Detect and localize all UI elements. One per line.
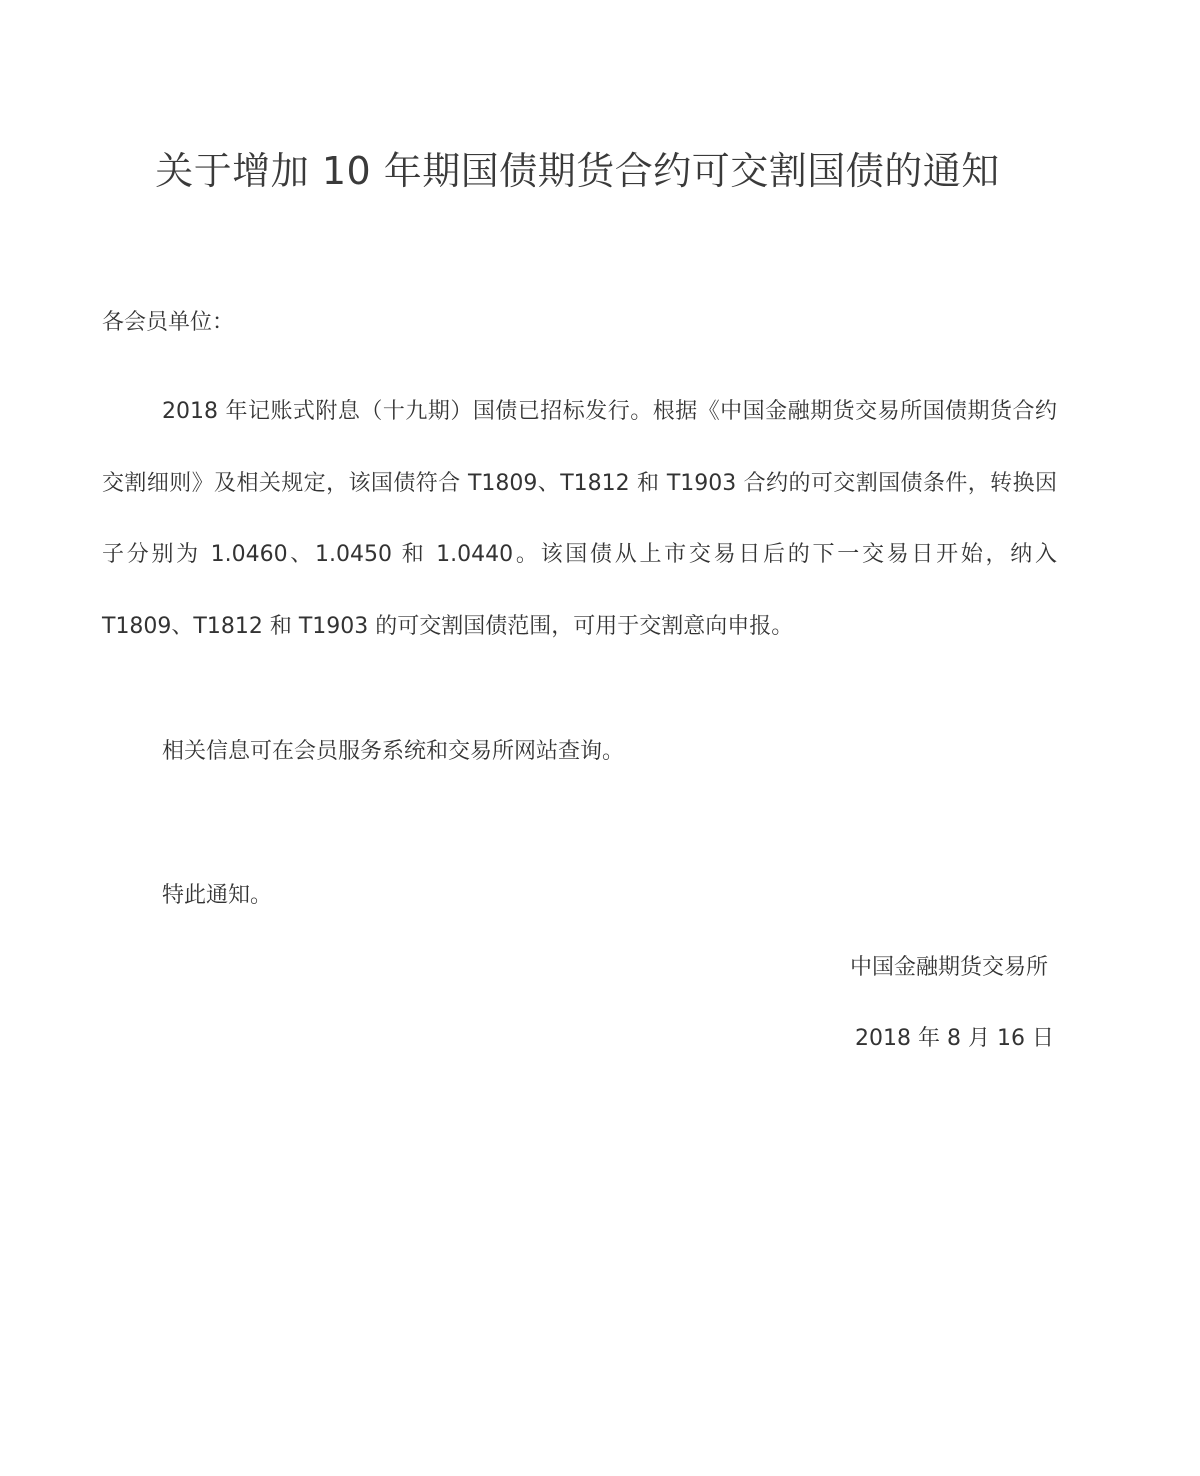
closing-line: 特此通知。	[162, 883, 273, 908]
signature-date: 2018 年 8 月 16 日	[855, 1026, 1054, 1051]
notice-title: 关于增加 10 年期国债期货合约可交割国债的通知	[155, 149, 1000, 193]
signature-organization: 中国金融期货交易所	[849, 955, 1048, 980]
salutation: 各会员单位：	[102, 310, 235, 335]
info-paragraph: 相关信息可在会员服务系统和交易所网站查询。	[162, 739, 625, 764]
body-paragraph: 2018 年记账式附息（十九期）国债已招标发行。根据《中国金融期货交易所国债期货合约交割细则》及相关规定，该国债符合 T1809、T1812 和 T1903 合约的可交割国债条件，转换因子分别为 1.0460、1.0450 和 1.0440。该国债从上市交易日后的下一交易日开始，纳入 T1809、T1812 和 T1903 的可交割国债范围，可用于交割意向申报。	[102, 399, 1057, 639]
